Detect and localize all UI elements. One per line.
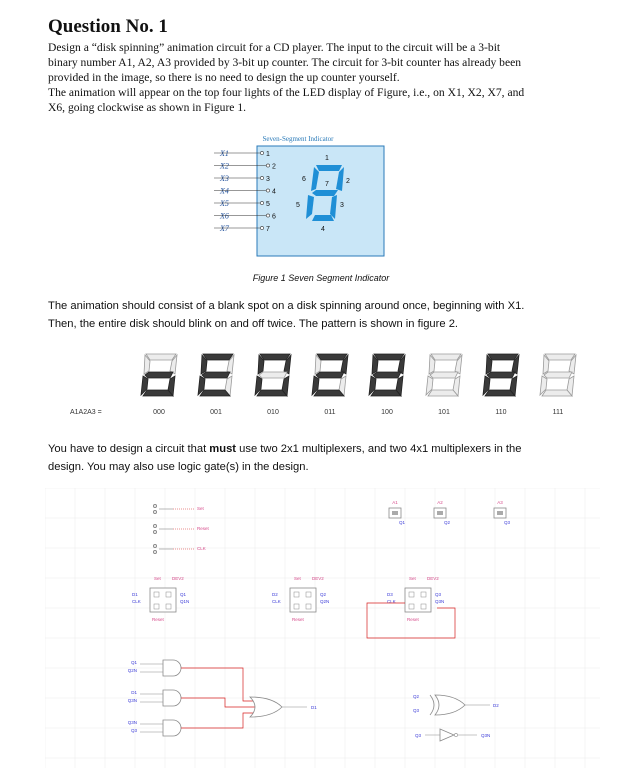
desc-line — [48, 440, 608, 458]
segment-number-4: 4 — [321, 226, 325, 233]
input-pin — [260, 226, 263, 229]
pattern-segment — [317, 354, 347, 360]
xor-input-label: Q3 — [412, 708, 419, 713]
pattern-segment — [373, 372, 401, 378]
segment-number-5: 5 — [296, 202, 300, 209]
gate-input-label: Q3 — [130, 728, 137, 733]
switch-terminal — [154, 511, 157, 514]
seven-segment-figure — [190, 135, 400, 270]
ff-device-label: DEV2 — [172, 576, 184, 581]
figure1-caption: Figure 1 Seven Segment Indicator — [252, 273, 390, 283]
ff-d-input: D1 — [132, 592, 138, 597]
pattern-segment — [545, 354, 575, 360]
input-label-reset: Reset — [197, 526, 209, 531]
output-q-label: Q2 — [444, 520, 451, 525]
pattern-segment — [542, 390, 572, 396]
ff-clk-input: CLK — [132, 599, 141, 604]
pattern-segment — [314, 390, 344, 396]
input-label-x7: X7 — [220, 224, 229, 233]
pattern-code-111: 111 — [552, 409, 564, 416]
switch-terminal — [154, 525, 157, 528]
pin-number: 4 — [272, 188, 276, 196]
question-title: Question No. 1 — [48, 16, 168, 37]
input-label-set: Set — [197, 506, 204, 511]
ff-q-output: Q2 — [320, 592, 327, 597]
counter-circuit — [45, 488, 600, 768]
ff-clk-input: CLK — [387, 599, 396, 604]
and-gate — [163, 720, 181, 736]
animation-description — [48, 297, 608, 333]
pattern-code-100: 100 — [381, 409, 393, 416]
indicator-panel — [257, 146, 384, 256]
ff-set-label: Set — [154, 576, 161, 581]
pattern-segment — [316, 372, 344, 378]
pin-number: 6 — [272, 213, 276, 221]
gate-input-label: Q3N — [127, 698, 137, 703]
not-gate — [440, 729, 454, 741]
pattern-segment — [200, 390, 230, 396]
pin-number: 2 — [272, 163, 276, 171]
input-pin — [260, 151, 263, 154]
ff-reset-label: Reset — [292, 617, 304, 622]
ff-set-label: Set — [294, 576, 301, 581]
segment-number-1: 1 — [325, 155, 329, 162]
ff-q-output: Q1 — [180, 592, 187, 597]
pattern-segment — [145, 372, 173, 378]
switch-terminal — [154, 505, 157, 508]
or-input-wire — [181, 713, 255, 728]
probe-lamp — [392, 511, 398, 515]
input-label-clk: CLK — [197, 546, 206, 551]
segment-number-3: 3 — [340, 202, 344, 209]
desc-line: Then, the entire disk should blink on and off twice. The pattern is shown in figure 2. — [48, 318, 459, 330]
input-label-x3: X3 — [220, 174, 229, 183]
pattern-segment — [257, 390, 287, 396]
switch-terminal — [154, 531, 157, 534]
output-q-label: Q1 — [399, 520, 406, 525]
not-output-label: Q3N — [481, 733, 491, 738]
schematic-parts — [128, 500, 511, 741]
input-label-x4: X4 — [220, 186, 229, 196]
pattern-segment — [428, 390, 458, 396]
ff-d-input: D2 — [272, 592, 278, 597]
gate-input-label: D1 — [131, 690, 137, 695]
animation-pattern-figure — [70, 350, 590, 420]
output-label-a1: A1 — [392, 500, 398, 505]
ff-set-label: Set — [409, 576, 416, 581]
pattern-segment — [488, 354, 518, 360]
pin-number: 1 — [266, 151, 270, 158]
emphasis: must — [209, 443, 237, 455]
ff-qn-output: Q1N — [180, 599, 190, 604]
desc-line: binary number A1, A2, A3 provided by 3-bit up counter. The circuit for 3-bit counter has already been — [48, 56, 522, 69]
text-span: use two 2x1 multiplexers, and two 4x1 multiplexers in the — [236, 443, 522, 455]
pattern-code-000: 000 — [153, 409, 165, 416]
probe-lamp — [497, 511, 503, 515]
output-q-label: Q3 — [504, 520, 511, 525]
pattern-segment — [371, 390, 401, 396]
ff-reset-label: Reset — [152, 617, 164, 622]
ff-device-label: DEV2 — [312, 576, 324, 581]
segment-bottom — [312, 215, 334, 221]
not-bubble — [454, 733, 457, 736]
pattern-code-011: 011 — [324, 409, 336, 416]
input-pin — [266, 214, 269, 217]
segment-number-7: 7 — [325, 181, 329, 188]
ff-device-label: DEV2 — [427, 576, 439, 581]
ff-q-output: Q3 — [435, 592, 442, 597]
ff-d-input: D3 — [387, 592, 393, 597]
desc-line: The animation will appear on the top four lights of the LED display of Figure, i.e., on X1, X2, X7, and — [48, 86, 525, 99]
switch-terminal — [154, 545, 157, 548]
pattern-code-101: 101 — [438, 409, 450, 416]
input-label-x5: X5 — [220, 199, 229, 208]
question-description — [48, 40, 608, 115]
pattern-segment — [431, 354, 461, 360]
pattern-segment — [485, 390, 515, 396]
pattern-segment — [487, 372, 515, 378]
pattern-segment — [146, 354, 176, 360]
pattern-segment — [202, 372, 230, 378]
segment-middle — [312, 190, 338, 196]
pattern-segment — [430, 372, 458, 378]
pattern-code-001: 001 — [210, 409, 222, 416]
pattern-segment — [143, 390, 173, 396]
or-gate — [250, 697, 282, 717]
pattern-code-010: 010 — [267, 409, 279, 416]
and-gate — [163, 690, 181, 706]
desc-line: Design a “disk spinning” animation circuit for a CD player. The input to the circuit will be a 3-bit — [48, 41, 501, 54]
or-input-wire — [181, 668, 255, 701]
segment-top — [316, 165, 342, 171]
gate-input-label: Q3N — [127, 720, 137, 725]
desc-line: The animation should consist of a blank spot on a disk spinning around once, beginning with X1. — [48, 300, 525, 312]
input-pin — [266, 164, 269, 167]
switch-terminal — [154, 551, 157, 554]
input-pin — [260, 201, 263, 204]
pattern-digits — [141, 354, 576, 416]
probe-lamp — [437, 511, 443, 515]
ff-reset-label: Reset — [407, 617, 419, 622]
desc-line: design. You may also use logic gate(s) in the design. — [48, 461, 309, 473]
not-input-label: Q3 — [414, 733, 421, 738]
or-input-wire — [181, 698, 255, 707]
pattern-segment — [203, 354, 233, 360]
input-pin — [260, 176, 263, 179]
pattern-segment — [374, 354, 404, 360]
output-label-a2: A2 — [437, 500, 443, 505]
pin-number: 3 — [266, 176, 270, 183]
code-prefix: A1A2A3 = — [70, 409, 102, 416]
input-label-x2: X2 — [220, 161, 229, 171]
desc-line: X6, going clockwise as shown in Figure 1. — [48, 101, 247, 114]
text-span: You have to design a circuit that — [48, 443, 210, 455]
and-gate — [163, 660, 181, 676]
pin-number: 7 — [266, 226, 270, 233]
or-output-label: D1 — [311, 705, 317, 710]
pattern-segment — [544, 372, 572, 378]
pattern-code-110: 110 — [495, 409, 507, 416]
xor-output-label: D2 — [493, 703, 499, 708]
desc-line: provided in the image, so there is no need to design the up counter yourself. — [48, 71, 400, 84]
output-label-a3: A3 — [497, 500, 503, 505]
design-requirement — [48, 440, 608, 476]
xor-input-label: Q2 — [412, 694, 419, 699]
schematic-grid — [45, 488, 600, 768]
pattern-segment — [260, 354, 290, 360]
segment-number-2: 2 — [346, 178, 350, 185]
figure1-title: Seven-Segment Indicator — [262, 135, 334, 143]
gate-input-label: Q2N — [127, 668, 137, 673]
segment-number-6: 6 — [302, 176, 306, 183]
ff-qn-output: Q3N — [435, 599, 445, 604]
pattern-segment — [259, 372, 287, 378]
input-label-x6: X6 — [220, 211, 229, 221]
pin-number: 5 — [266, 201, 270, 208]
input-pin — [266, 189, 269, 192]
ff-qn-output: Q2N — [320, 599, 330, 604]
gate-input-label: Q1 — [130, 660, 137, 665]
input-label-x1: X1 — [220, 149, 229, 158]
ff-clk-input: CLK — [272, 599, 281, 604]
